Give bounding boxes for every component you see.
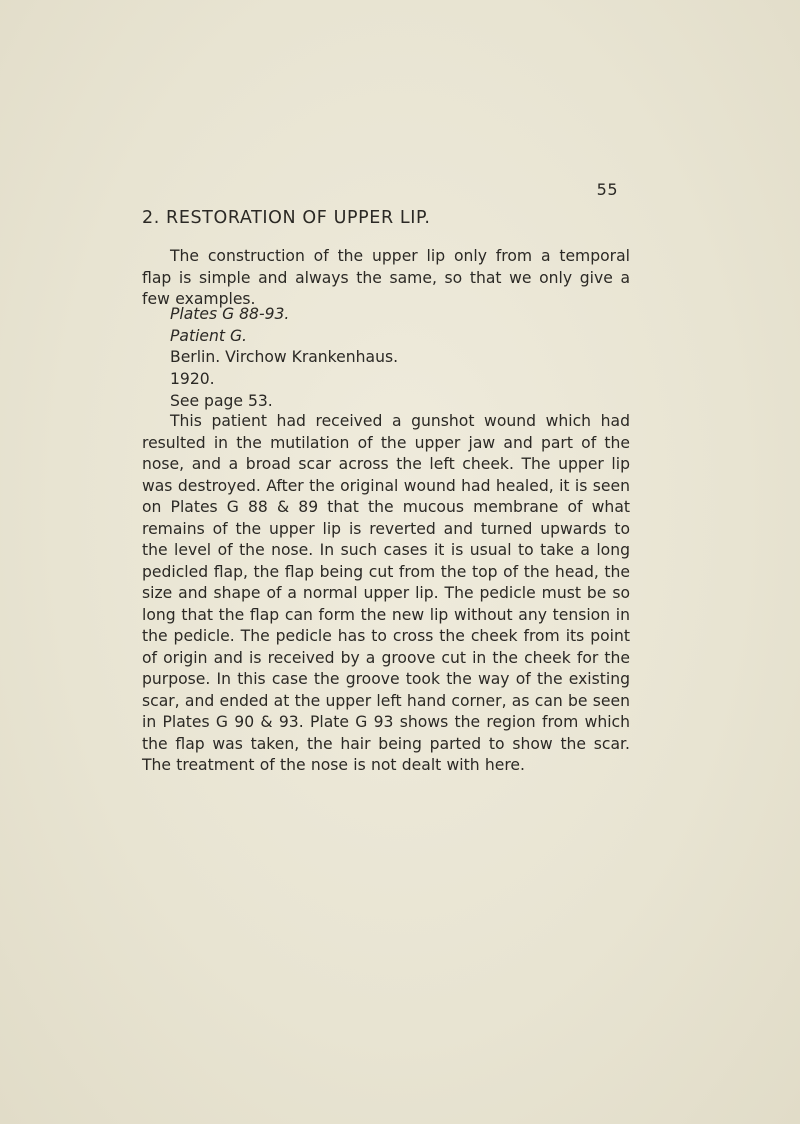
plates-reference: Plates G 88-93. — [170, 305, 290, 323]
year-line: 1920. — [170, 370, 215, 389]
see-page-line: See page 53. — [170, 391, 273, 410]
section-heading: 2. RESTORATION OF UPPER LIP. — [142, 208, 431, 228]
intro-paragraph: The construction of the upper lip only from a temporal flap is simple and always the same, so that we only give a few examples. — [142, 247, 630, 308]
location-line: Berlin. Virchow Krankenhaus. — [170, 348, 399, 367]
patient-label: Patient G. — [170, 326, 247, 345]
case-details — [170, 304, 398, 413]
case-description-paragraph: This patient had received a gunshot wound which had resulted in the mutilation of the upper jaw and part of the nose, and a broad scar across the left cheek. The upper lip was destroyed. After the original wound had healed, it is seen on Plates G 88 & 89 that the mucous membrane of what remains of the upper lip is reverted and turned upwards to the level of the nose. In such cases it is usual to take a long pedicled flap, the flap being cut from the top of the head, the size and shape of a normal upper lip. The pedicle must be so long that the flap can form the new lip without any tension in the pedicle. The pedicle has to cross the cheek from its point of origin and is received by a groove cut in the cheek for the purpose. In this case the groove took the way of the existing scar, and ended at the upper left hand corner, as can be seen in Plates G 90 & 93. Plate G 93 shows the region from which the flap was taken, the hair being parted to show the scar. The treatment of the nose is not dealt with here. — [142, 412, 630, 774]
page-number: 55 — [596, 180, 618, 199]
